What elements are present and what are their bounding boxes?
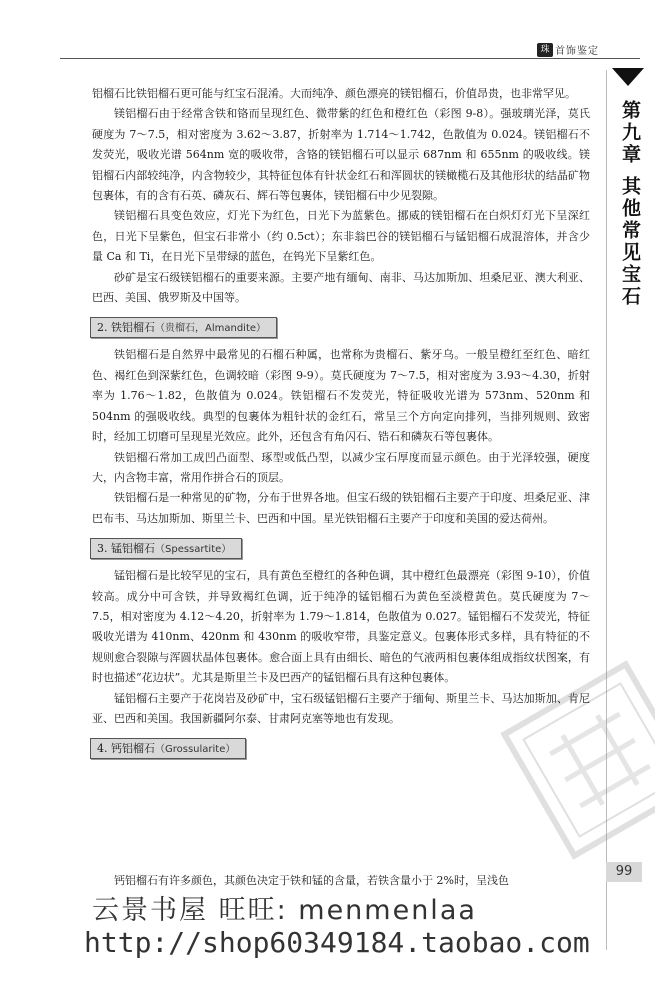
watermark-url: http://shop60349184.taobao.com (84, 926, 590, 959)
paragraph: 铝榴石比铁铝榴石更可能与红宝石混淆。大而纯净、颜色漂亮的镁铝榴石，价值昂贵，也非常罕见。 (92, 87, 576, 100)
section-heading (90, 538, 242, 559)
chapter-title: 第九章 其他常见宝石 (619, 100, 641, 308)
page-number: 99 (606, 862, 642, 882)
section-heading-zh: 2. 铁铝榴石 (97, 321, 155, 335)
section-heading-zh: 4. 钙铝榴石 (97, 742, 155, 756)
paragraph: 铁铝榴石是自然界中最常见的石榴石种属，也常称为贵榴石、紫牙乌。一般呈橙红至红色、暗红色、褐红色到深紫红色，色调较暗（彩图 9-9）。莫氏硬度为 7～7.5，相对密度为 3.93～4.30，折射率为 1.76～1.82，色散值为 0.024。铁铝榴石不发荧光，特征吸收光谱为 573nm、520nm 和 504nm 的强吸收线。典型的包裹体为粗针状的金红石，常呈三个方向定向排列，当排列规则、致密时，经加工切磨可呈现星光效应。此外，还包含有角闪石、锆石和磷灰石等包裹体。 (92, 348, 590, 444)
header-badge: 珠宝 (537, 43, 553, 57)
watermark-shop-name: 云景书屋 旺旺: menmenlaa (92, 895, 477, 926)
body-text (92, 84, 590, 766)
paragraph: 铁铝榴石是一种常见的矿物，分布于世界各地。但宝石级的铁铝榴石主要产于印度、坦桑尼亚、津巴布韦、马达加斯加、斯里兰卡、巴西和中国。星光铁铝榴石主要产于印度和美国的爱达荷州。 (92, 491, 590, 525)
paragraph: 镁铝榴石由于经常含铁和铬而呈现红色、微带紫的红色和橙红色（彩图 9-8）。强玻璃光泽，莫氏硬度为 7～7.5，相对密度为 3.62～3.87，折射率为 1.714～1.742，色散值为 0.024。镁铝榴石不发荧光，吸收光谱 564nm 宽的吸收带，含铬的镁铝榴石可以显示 687nm 和 655nm 的吸收线。镁铝榴石内部较纯净，内含物较少，其特征包体有针状金红石和浑圆状的镁橄榄石及其他形状的结晶矿物包裹体，有的含有石英、磷灰石、辉石等包裹体，镁铝榴石中少见裂隙。 (92, 107, 590, 203)
paragraph: 锰铝榴石是比较罕见的宝石，具有黄色至橙红的各种色调，其中橙红色最漂亮（彩图 9-10），价值较高。成分中可含铁，并导致褐红色调，近于纯净的锰铝榴石为黄色至淡橙黄色。莫氏硬度为 7～7.5，相对密度为 4.12～4.20，折射率为 1.79～1.814，色散值为 0.027。锰铝榴石不发荧光，特征吸收光谱为 410nm、420nm 和 430nm 的吸收窄带，具鉴定意义。包裹体形式多样，具有特征的不规则愈合裂隙与浑圆状晶体包裹体。愈合面上具有由细长、暗色的气液两相包裹体组成指纹状图案，有时也描述“花边状”。尤其是斯里兰卡及巴西产的锰铝榴石具有这种包裹体。 (92, 569, 590, 685)
cutoff-paragraph: 钙铝榴石有许多颜色，其颜色决定于铁和锰的含量，若铁含量小于 2%时，呈浅色 (114, 874, 509, 887)
section-heading (90, 317, 277, 338)
section-heading-en: （Grossularite） (155, 744, 236, 756)
section-heading-en: （贵榴石，Almandite） (155, 323, 267, 335)
paragraph: 砂矿是宝石级镁铝榴石的重要来源。主要产地有缅甸、南非、马达加斯加、坦桑尼亚、澳大利亚、巴西、美国、俄罗斯及中国等。 (92, 270, 590, 305)
paragraph: 铁铝榴石常加工成凹凸面型、琢型或低凸型，以减少宝石厚度而显示颜色。由于光泽较强，硬度大，内含物丰富，常用作拼合石的顶层。 (92, 450, 590, 484)
section-heading-en: （Spessartite） (155, 544, 232, 556)
chapter-marker-icon (612, 68, 644, 86)
paragraph: 锰铝榴石主要产于花岗岩及砂矿中，宝石级锰铝榴石主要产于缅甸、斯里兰卡、马达加斯加、肯尼亚、巴西和美国。我国新疆阿尔泰、甘肃阿克塞等地也有发现。 (92, 691, 590, 725)
paragraph: 镁铝榴石具变色效应，灯光下为红色，日光下为蓝紫色。挪威的镁铝榴石在白炽灯灯光下呈深红色，日光下呈紫色，但宝石非常小（约 0.5ct）；东非翁巴谷的镁铝榴石与锰铝榴石成混溶体，并含少量 Ca 和 Ti，在日光下呈带绿的蓝色，在钨光下呈紫红色。 (92, 209, 590, 264)
running-header-title: 首饰鉴定 (555, 46, 599, 57)
section-heading (90, 738, 246, 759)
header-rule (60, 58, 640, 59)
section-heading-zh: 3. 锰铝榴石 (97, 542, 155, 556)
